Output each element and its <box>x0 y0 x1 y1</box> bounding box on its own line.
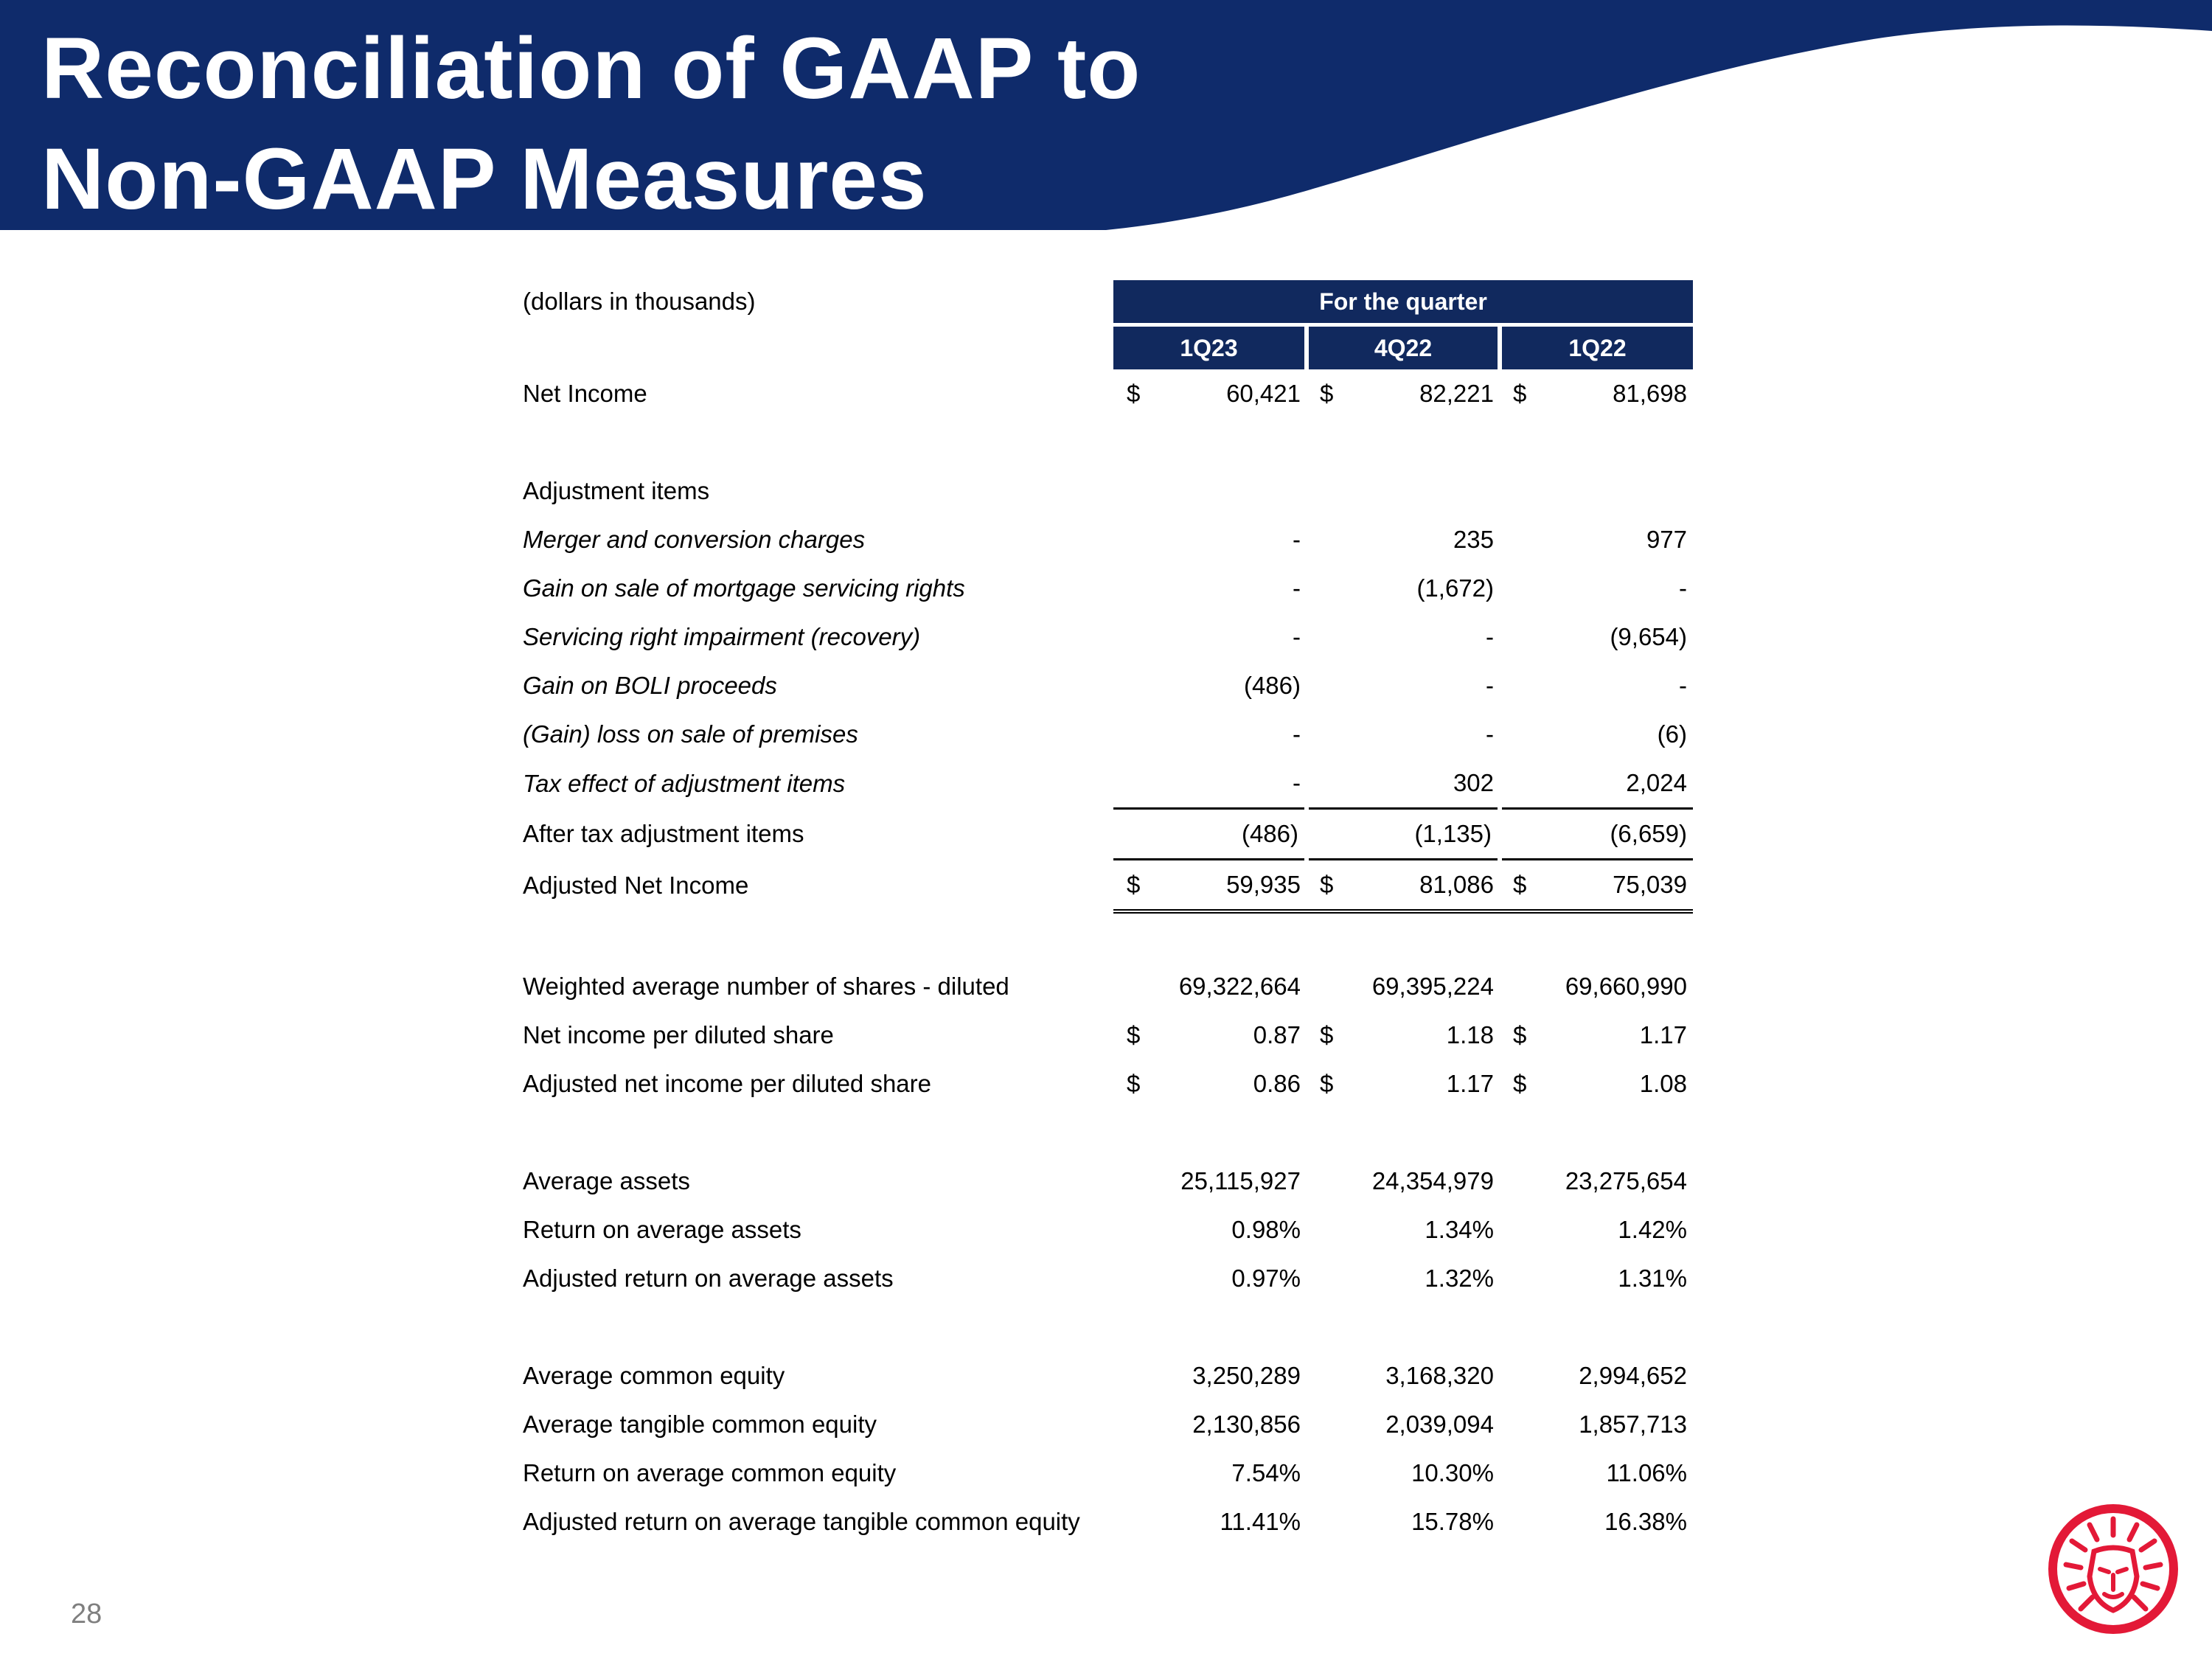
cell-value: 69,660,990 <box>1565 973 1687 1000</box>
cell-value: 11.41% <box>1220 1508 1301 1535</box>
cell-value: 3,168,320 <box>1385 1362 1494 1389</box>
cell-value: 1.18 <box>1446 1021 1494 1048</box>
row-label: Average tangible common equity <box>523 1411 877 1438</box>
cell-value: - <box>1293 720 1301 748</box>
cell-value: (6,659) <box>1544 809 1693 860</box>
table-row <box>516 467 1693 515</box>
table-row <box>516 710 1693 759</box>
row-label: Adjusted Net Income <box>523 871 749 899</box>
row-label: Adjusted return on average tangible common equity <box>523 1508 1080 1535</box>
column-header-1q22: 1Q22 <box>1500 325 1693 370</box>
table-row <box>516 1060 1693 1108</box>
currency-symbol: $ <box>1127 380 1141 407</box>
lion-head-logo <box>2047 1503 2180 1635</box>
cell-value: 75,039 <box>1544 860 1693 912</box>
table-row <box>516 860 1693 912</box>
cell-value: - <box>1293 574 1301 602</box>
cell-value: 0.98% <box>1231 1216 1301 1243</box>
cell-value: 69,395,224 <box>1371 973 1494 1000</box>
table-row <box>516 564 1693 613</box>
table-row <box>516 369 1693 418</box>
row-label: Net income per diluted share <box>523 1021 834 1048</box>
cell-value: 81,698 <box>1613 380 1687 407</box>
cell-value: 81,086 <box>1351 860 1500 912</box>
cell-value: 2,024 <box>1626 769 1687 796</box>
cell-value: 24,354,979 <box>1371 1167 1494 1194</box>
cell-value: - <box>1293 769 1301 796</box>
table-row <box>516 1157 1693 1206</box>
column-header-4q22: 4Q22 <box>1307 325 1500 370</box>
row-label: Return on average common equity <box>523 1459 897 1486</box>
currency-symbol: $ <box>1500 860 1544 912</box>
row-label: (Gain) loss on sale of premises <box>523 720 858 748</box>
cell-value: 1.17 <box>1446 1070 1494 1097</box>
row-label: Net Income <box>523 380 647 407</box>
currency-symbol: $ <box>1513 1070 1527 1097</box>
units-note: (dollars in thousands) <box>523 288 756 315</box>
table-row <box>516 962 1693 1011</box>
cell-value: - <box>1486 623 1494 650</box>
table-row <box>516 1400 1693 1449</box>
cell-value: (1,672) <box>1416 574 1494 602</box>
row-label: Weighted average number of shares - diluted <box>523 973 1009 1000</box>
cell-value: - <box>1679 672 1687 699</box>
cell-value: 15.78% <box>1411 1508 1494 1535</box>
row-label: Servicing right impairment (recovery) <box>523 623 921 650</box>
cell-value: 1,857,713 <box>1579 1411 1687 1438</box>
cell-value: (9,654) <box>1610 623 1687 650</box>
currency-symbol: $ <box>1513 380 1527 407</box>
currency-symbol: $ <box>1513 1021 1527 1048</box>
table-row <box>516 661 1693 710</box>
cell-value: 1.08 <box>1639 1070 1687 1097</box>
cell-value: 69,322,664 <box>1178 973 1301 1000</box>
cell-value: - <box>1486 720 1494 748</box>
row-label: Gain on BOLI proceeds <box>523 672 777 699</box>
page-title-line-2: Non-GAAP Measures <box>41 131 928 228</box>
table-row <box>516 1352 1693 1400</box>
cell-value: - <box>1293 526 1301 553</box>
cell-value: 10.30% <box>1411 1459 1494 1486</box>
page-number: 28 <box>71 1599 102 1630</box>
table-row <box>516 1011 1693 1060</box>
cell-value: 11.06% <box>1606 1459 1687 1486</box>
row-label: Adjustment items <box>523 477 710 504</box>
row-label: After tax adjustment items <box>523 820 804 847</box>
cell-value: (1,135) <box>1351 809 1500 860</box>
row-label: Average assets <box>523 1167 690 1194</box>
cell-value: 235 <box>1453 526 1494 553</box>
cell-value: - <box>1679 574 1687 602</box>
cell-value: 0.87 <box>1253 1021 1301 1048</box>
cell-value: (486) <box>1243 672 1301 699</box>
cell-value: 1.42% <box>1618 1216 1687 1243</box>
cell-value: 0.97% <box>1231 1265 1301 1292</box>
cell-value: (6) <box>1657 720 1687 748</box>
cell-value: - <box>1293 623 1301 650</box>
cell-value: 59,935 <box>1158 860 1307 912</box>
currency-symbol: $ <box>1320 1070 1334 1097</box>
cell-value: 977 <box>1646 526 1687 553</box>
row-label: Adjusted net income per diluted share <box>523 1070 932 1097</box>
row-label: Gain on sale of mortgage servicing rights <box>523 574 965 602</box>
currency-symbol: $ <box>1127 1021 1141 1048</box>
cell-value: - <box>1486 672 1494 699</box>
row-label: Merger and conversion charges <box>523 526 866 553</box>
cell-value: (486) <box>1158 809 1307 860</box>
cell-value: 7.54% <box>1231 1459 1301 1486</box>
cell-value: 3,250,289 <box>1192 1362 1301 1389</box>
table-row <box>516 1449 1693 1498</box>
cell-value: 2,994,652 <box>1579 1362 1687 1389</box>
column-header-1q23: 1Q23 <box>1113 325 1307 370</box>
cell-value: 1.17 <box>1639 1021 1687 1048</box>
table-row <box>516 1498 1693 1546</box>
table-row <box>516 1254 1693 1303</box>
reconciliation-table <box>516 280 1693 1546</box>
currency-symbol: $ <box>1113 860 1158 912</box>
row-label: Return on average assets <box>523 1216 801 1243</box>
cell-value: 25,115,927 <box>1180 1167 1301 1194</box>
cell-value: 1.32% <box>1425 1265 1494 1292</box>
cell-value: 302 <box>1453 769 1494 796</box>
page-title-line-1: Reconciliation of GAAP to <box>41 20 1141 117</box>
cell-value: 1.34% <box>1425 1216 1494 1243</box>
cell-value: 23,275,654 <box>1565 1167 1687 1194</box>
cell-value: 0.86 <box>1253 1070 1301 1097</box>
column-group-header: For the quarter <box>1113 280 1693 325</box>
row-label: Tax effect of adjustment items <box>523 769 846 797</box>
table-row <box>516 759 1693 809</box>
cell-value: 2,039,094 <box>1385 1411 1494 1438</box>
currency-symbol: $ <box>1127 1070 1141 1097</box>
cell-value: 1.31% <box>1618 1265 1687 1292</box>
currency-symbol: $ <box>1320 1021 1334 1048</box>
cell-value: 2,130,856 <box>1192 1411 1301 1438</box>
cell-value: 16.38% <box>1604 1508 1687 1535</box>
table-row <box>516 809 1693 860</box>
currency-symbol: $ <box>1307 860 1351 912</box>
table-row <box>516 1206 1693 1254</box>
cell-value: 82,221 <box>1419 380 1494 407</box>
table-row <box>516 613 1693 661</box>
row-label: Average common equity <box>523 1362 785 1389</box>
table-row <box>516 515 1693 564</box>
cell-value: 60,421 <box>1226 380 1301 407</box>
currency-symbol: $ <box>1320 380 1334 407</box>
row-label: Adjusted return on average assets <box>523 1265 894 1292</box>
